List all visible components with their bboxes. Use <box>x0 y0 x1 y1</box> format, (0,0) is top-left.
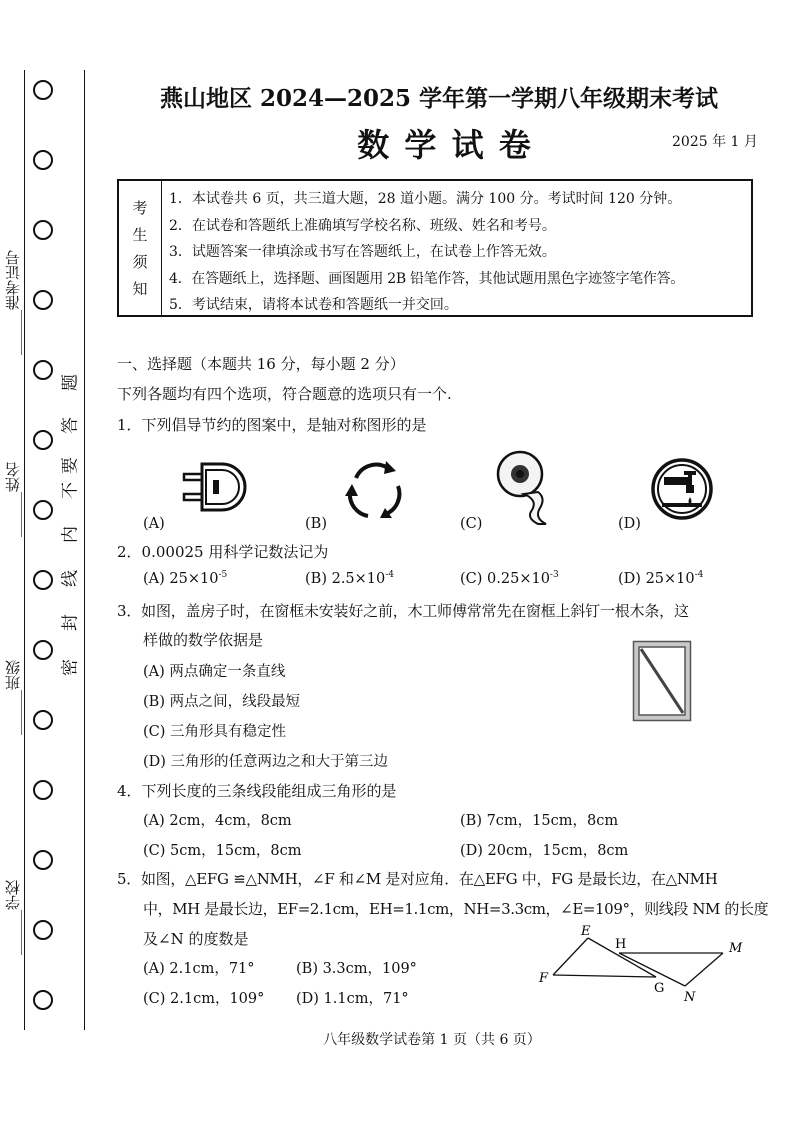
notice-item: 3．试题答案一律填涂或书写在答题纸上，在试卷上作答无效。 <box>169 244 556 260</box>
label-F: F <box>539 971 549 986</box>
section-heading: 一、选择题（本题共 16 分，每小题 2 分） <box>117 355 405 373</box>
q5-option-c[interactable]: (C) 2.1cm，109° <box>143 991 265 1007</box>
binding-hole <box>33 150 53 170</box>
binding-hole <box>33 360 53 380</box>
binding-hole <box>33 990 53 1010</box>
notice-label: 考 生 须 知 <box>132 199 148 298</box>
q3-option-b[interactable]: (B) 两点之间，线段最短 <box>143 694 301 710</box>
q3-option-a[interactable]: (A) 两点确定一条直线 <box>143 664 286 680</box>
notice-items <box>169 186 684 319</box>
seal-char: 封 <box>60 614 81 631</box>
binding-hole <box>33 220 53 240</box>
q4-option-c[interactable]: (C) 5cm，15cm，8cm <box>143 843 302 859</box>
binding-hole <box>33 500 53 520</box>
binding-hole <box>33 780 53 800</box>
page-footer: 八年级数学试卷第 1 页（共 6 页） <box>323 1032 541 1048</box>
exam-date: 2025 年 1 月 <box>672 134 758 150</box>
seal-char: 要 <box>60 457 81 474</box>
plug-icon <box>180 458 256 516</box>
seal-char: 密 <box>60 659 81 676</box>
question-1: 1．下列倡导节约的图案中，是轴对称图形的是 <box>117 416 427 434</box>
q1-option-d[interactable]: (D) <box>618 516 641 532</box>
class-field[interactable]: ______班级 <box>4 660 22 735</box>
label-N: N <box>684 990 696 1005</box>
q2-option-b[interactable]: (B) $2.5\times 10^{-4}$ <box>305 570 395 587</box>
q4-option-d[interactable]: (D) 20cm，15cm，8cm <box>460 843 629 859</box>
margin-line-right <box>84 70 85 1030</box>
q5-option-d[interactable]: (D) 1.1cm，71° <box>296 991 409 1007</box>
question-5-line3: 及∠N 的度数是 <box>143 930 249 948</box>
binding-hole <box>33 570 53 590</box>
name-field[interactable]: ______姓名 <box>4 462 22 537</box>
binding-hole <box>33 290 53 310</box>
notice-box <box>117 179 753 317</box>
question-5-line1: 5．如图，△EFG ≌△NMH，∠F 和∠M 是对应角．在△EFG 中，FG 是最长边，在△NMH <box>117 870 718 888</box>
q3-option-d[interactable]: (D) 三角形的任意两边之和大于第三边 <box>143 754 389 770</box>
label-E: E <box>581 924 591 939</box>
q4-option-a[interactable]: (A) 2cm，4cm，8cm <box>143 813 292 829</box>
notice-item: 4．在答题纸上，选择题、画图题用 2B 铅笔作答，其他试题用黑色字迹签字笔作答。 <box>169 270 685 287</box>
window-frame-figure <box>632 640 692 722</box>
q2-option-c[interactable]: (C) $0.25\times 10^{-3}$ <box>460 570 559 587</box>
seal-char: 题 <box>60 374 81 391</box>
label-G: G <box>654 981 665 996</box>
section-instruction: 下列各题均有四个选项，符合题意的选项只有一个. <box>117 385 452 403</box>
notice-item: 5．考试结束，请将本试卷和答题纸一并交回。 <box>169 297 458 313</box>
q5-option-b[interactable]: (B) 3.3cm，109° <box>296 961 417 977</box>
paper-subtitle: 数 学 试 卷 <box>357 126 533 164</box>
binding-hole <box>33 80 53 100</box>
binding-hole <box>33 850 53 870</box>
question-3-line2: 样做的数学依据是 <box>143 631 264 649</box>
q3-option-c[interactable]: (C) 三角形具有稳定性 <box>143 724 287 740</box>
q1-option-a[interactable]: (A) <box>143 516 165 532</box>
notice-divider <box>161 181 162 315</box>
exam-title: 燕山地区 2024—2025 学年第一学期八年级期末考试 <box>160 85 719 112</box>
question-3-line1: 3．如图，盖房子时，在窗框未安装好之前，木工师傅常常先在窗框上斜钉一根木条，这 <box>117 602 689 620</box>
seal-char: 答 <box>60 417 81 434</box>
binding-hole <box>33 430 53 450</box>
seal-char: 内 <box>60 526 81 543</box>
question-2: 2．0.00025 用科学记数法记为 <box>117 543 329 561</box>
q2-option-d[interactable]: (D) $25\times 10^{-4}$ <box>618 570 704 587</box>
q1-option-c[interactable]: (C) <box>460 516 483 532</box>
q1-option-b[interactable]: (B) <box>305 516 327 532</box>
notice-item: 1．本试卷共 6 页，共三道大题，28 道小题。满分 100 分。考试时间 120 分钟。 <box>169 191 682 207</box>
q2-option-a[interactable]: (A) $25\times 10^{-5}$ <box>143 570 228 587</box>
label-H: H <box>615 937 627 952</box>
q4-option-b[interactable]: (B) 7cm，15cm，8cm <box>460 813 619 829</box>
triangles-figure <box>535 920 760 1010</box>
seal-char: 不 <box>60 482 81 499</box>
question-4: 4．下列长度的三条线段能组成三角形的是 <box>117 782 397 800</box>
notice-item: 2．在试卷和答题纸上准确填写学校名称、班级、姓名和考号。 <box>169 217 556 234</box>
margin-line-left <box>24 70 25 1030</box>
binding-hole <box>33 710 53 730</box>
seal-char: 线 <box>60 570 81 587</box>
question-5-line2: 中，MH 是最长边，EF=2.1cm，EH=1.1cm，NH=3.3cm，∠E=109°，则线段 NM 的长度 <box>143 900 769 918</box>
q5-option-a[interactable]: (A) 2.1cm，71° <box>143 961 255 977</box>
exam-number-field[interactable]: ______准考证号 <box>4 250 22 355</box>
binding-hole <box>33 640 53 660</box>
recycle-arrows-icon <box>342 458 408 524</box>
toilet-paper-icon <box>494 448 552 530</box>
school-field[interactable]: ______学校 <box>4 880 22 955</box>
faucet-icon <box>650 457 714 521</box>
label-M: M <box>729 941 743 956</box>
binding-hole <box>33 920 53 940</box>
